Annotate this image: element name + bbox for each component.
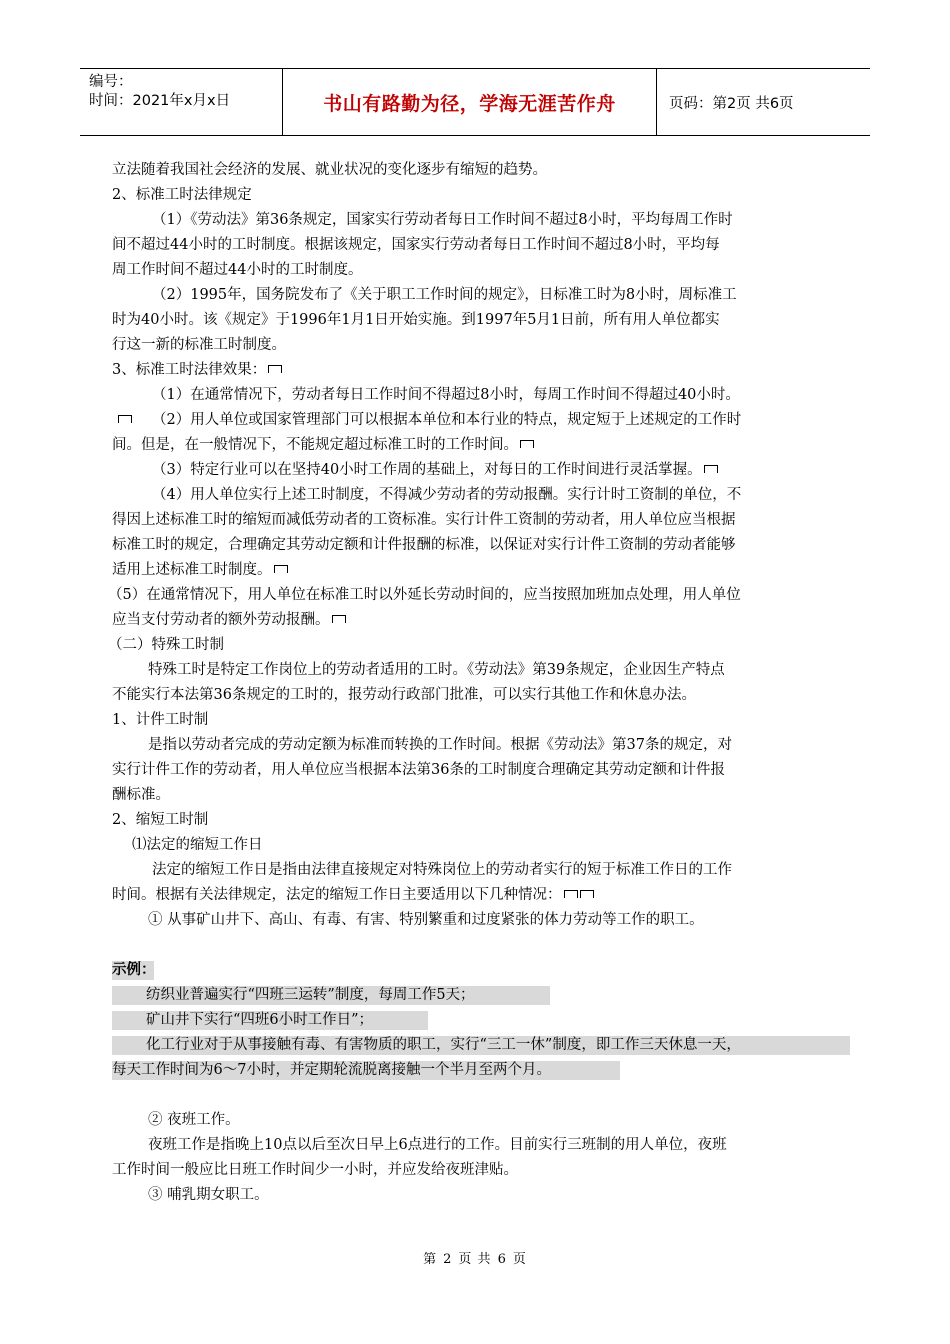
section-heading: 2、标准工时法律规定 [112, 187, 252, 203]
example-line: 化工行业对于从事接触有毒、有害物质的职工，实行“三工一休”制度，即工作三天休息一天， [146, 1037, 741, 1053]
paragraph-line: 法定的缩短工作日是指由法律直接规定对特殊岗位上的劳动者实行的短于标准工作日的工作 [152, 862, 732, 878]
paragraph-line [112, 885, 594, 905]
comment-marker-icon [116, 410, 132, 430]
comment-marker-icon [268, 365, 282, 373]
footer-text: 第 [423, 1252, 438, 1267]
paragraph-line: （5）在通常情况下，用人单位在标准工时以外延长劳动时间的，应当按照加班加点处理，用人单位 [108, 587, 741, 603]
line-text: 应当支付劳动者的额外劳动报酬。 [112, 612, 330, 628]
section-heading: 1、计件工时制 [112, 712, 209, 728]
footer-text: 页 共 [458, 1252, 492, 1267]
comment-marker-icon [580, 890, 594, 898]
comment-marker-icon [704, 465, 718, 473]
header-motto: 书山有路勤为径，学海无涯苦作舟 [283, 69, 657, 135]
paragraph-line: 特殊工时是特定工作岗位上的劳动者适用的工时。《劳动法》第39条规定，企业因生产特点 [148, 662, 725, 678]
example-line: 每天工作时间为6～7小时，并定期轮流脱离接触一个半月至两个月。 [112, 1062, 551, 1078]
line-text: 间。但是，在一般情况下，不能规定超过标准工时的工作时间。 [112, 437, 518, 453]
paragraph-line: （2）用人单位或国家管理部门可以根据本单位和本行业的特点，规定短于上述规定的工作时 [152, 412, 742, 428]
paragraph-line: （1）在通常情况下，劳动者每日工作时间不得超过8小时，每周工作时间不得超过40小时。 [152, 387, 740, 403]
example-line: 纺织业普遍实行“四班三运转”制度，每周工作5天； [146, 987, 475, 1003]
section-heading: （二）特殊工时制 [108, 637, 224, 653]
sub-heading: ⑴法定的缩短工作日 [132, 837, 263, 853]
footer-total-pages: 6 [497, 1252, 507, 1267]
paragraph-line: 时为40小时。该《规定》于1996年1月1日开始实施。到1997年5月1日前，所有用人单位都实 [112, 312, 720, 328]
paragraph-line: 不能实行本法第36条规定的工时的，报劳动行政部门批准，可以实行其他工作和休息办法。 [112, 687, 696, 703]
paragraph-line [112, 610, 346, 630]
footer-text: 页 [512, 1252, 527, 1267]
paragraph-line: 夜班工作是指晚上10点以后至次日早上6点进行的工作。目前实行三班制的用人单位，夜班 [148, 1137, 727, 1153]
list-item: ② 夜班工作。 [148, 1112, 240, 1128]
paragraph-line: 得因上述标准工时的缩短而减低劳动者的工资标准。实行计件工资制的劳动者，用人单位应当根据 [112, 512, 736, 528]
paragraph-line: （4）用人单位实行上述工时制度，不得减少劳动者的劳动报酬。实行计时工资制的单位，不 [152, 487, 742, 503]
paragraph-line: 标准工时的规定，合理确定其劳动定额和计件报酬的标准，以保证对实行计件工资制的劳动者能够 [112, 537, 736, 553]
line-text: 适用上述标准工时制度。 [112, 562, 272, 578]
comment-marker-icon [564, 890, 578, 898]
page-footer [0, 1248, 950, 1267]
example-line: 矿山井下实行“四班6小时工作日”； [146, 1012, 374, 1028]
line-text: 时间。根据有关法律规定，法定的缩短工作日主要适用以下几种情况： [112, 887, 562, 903]
paragraph-line: （1）《劳动法》第36条规定，国家实行劳动者每日工作时间不超过8小时，平均每周工作时 [152, 212, 733, 228]
paragraph-line: 立法随着我国社会经济的发展、就业状况的变化逐步有缩短的趋势。 [112, 162, 547, 178]
list-item: ① 从事矿山井下、高山、有毒、有害、特别繁重和过度紧张的体力劳动等工作的职工。 [148, 912, 704, 928]
paragraph-line [112, 435, 534, 455]
footer-page-number: 2 [443, 1252, 453, 1267]
list-item: ③ 哺乳期女职工。 [148, 1187, 269, 1203]
header-page-info: 页码：第2页 共6页 [669, 95, 794, 112]
paragraph-line: 工作时间一般应比日班工作时间少一小时，并应发给夜班津贴。 [112, 1162, 518, 1178]
document-date: 时间：2021年x月x日 [89, 93, 231, 109]
comment-marker-icon [274, 565, 288, 573]
section-heading: 2、缩短工时制 [112, 812, 209, 828]
paragraph-line: 酬标准。 [112, 787, 170, 803]
example-label: 示例： [112, 962, 156, 978]
paragraph-line [112, 560, 288, 580]
document-number-label: 编号： [89, 74, 133, 90]
paragraph-line: 行这一新的标准工时制度。 [112, 337, 286, 353]
comment-marker-icon [520, 440, 534, 448]
paragraph-line: （2）1995年，国务院发布了《关于职工工作时间的规定》，日标准工时为8小时，周标准工 [152, 287, 737, 303]
header-info-cell [80, 69, 283, 135]
section-heading [112, 360, 282, 380]
paragraph-line: 实行计件工作的劳动者，用人单位应当根据本法第36条的工时制度合理确定其劳动定额和计件报 [112, 762, 725, 778]
line-text: （3）特定行业可以在坚持40小时工作周的基础上，对每日的工作时间进行灵活掌握。 [152, 462, 702, 478]
paragraph-line [152, 460, 718, 480]
paragraph-line: 是指以劳动者完成的劳动定额为标准而转换的工作时间。根据《劳动法》第37条的规定，对 [148, 737, 732, 753]
heading-text: 3、标准工时法律效果： [112, 362, 267, 378]
paragraph-line: 周工作时间不超过44小时的工时制度。 [112, 262, 363, 278]
paragraph-line: 间不超过44小时的工时制度。根据该规定，国家实行劳动者每日工作时间不超过8小时，平均每 [112, 237, 720, 253]
page-header [80, 68, 870, 136]
comment-marker-icon [332, 615, 346, 623]
